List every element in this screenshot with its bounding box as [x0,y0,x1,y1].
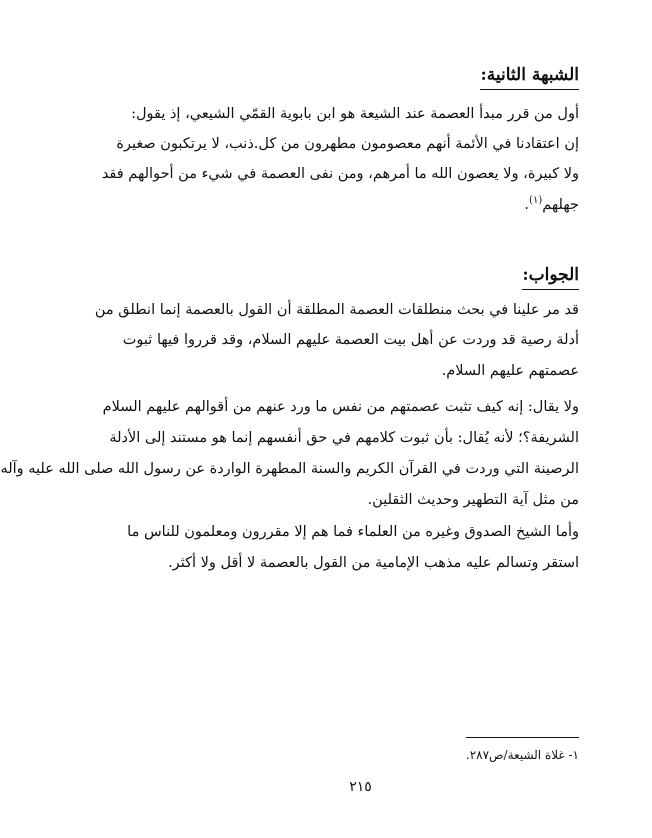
heading-underline [480,89,579,90]
footnote: ١- غلاة الشيعة/ص٢٨٧. [465,748,579,762]
page-number: ٢١٥ [349,779,372,795]
paragraph-line: وأما الشيخ الصدوق وغيره من العلماء فما هم إلا مقررون ومعلمون للناس ما [127,524,579,540]
section-heading-objection [480,64,579,86]
paragraph-line: عصمتهم عليهم السلام. [441,363,579,379]
paragraph-line: الرصينة التي وردت في القرآن الكريم والسنة المطهرة الواردة عن رسول الله صلى الله عليه وآله [0,461,579,477]
section-heading-answer [522,264,579,286]
paragraph-line: استقر وتسالم عليه مذهب الإمامية من القول بالعصمة لا أقل ولا أكثر. [168,555,579,571]
paragraph-line: الشريفة؟؛ لأنه يُقال: بأن ثبوت كلامهم في حق أنفسهم إنما هو مستند إلى الأدلة [109,430,579,446]
line-end: . [524,197,530,213]
footnote-ref[interactable]: (١) [529,195,543,207]
heading-text: الجواب: [522,265,579,285]
footnote-separator [466,737,579,738]
heading-underline [522,289,579,290]
paragraph-line: قد مر علينا في بحث منطلقات العصمة المطلقة أن القول بالعصمة إنما انطلق من [94,302,579,318]
paragraph-line: ولا يقال: إنه كيف تثبت عصمتهم من نفس ما ورد عنهم من أقوالهم عليهم السلام [102,399,579,415]
paragraph-line-last [142,195,579,215]
paragraph-line: إن اعتقادنا في الأئمة أنهم معصومون مطهرون من كل.ذنب، لا يرتكبون صغيرة [116,136,579,152]
paragraph-line: أول من قرر مبدأ العصمة عند الشيعة هو ابن بابوية القمّي الشيعي، إذ يقول: [131,106,579,122]
heading-text: الشبهة الثانية: [480,65,579,85]
paragraph-line: أدلة رصية قد وردت عن أهل بيت العصمة عليهم السلام، وقد قرروا فيها ثبوت [122,332,579,348]
line-text: جهلهم [542,197,579,213]
paragraph-line: من مثل آية التطهير وحديث الثقلين. [367,492,579,508]
paragraph-line: ولا كبيرة، ولا يعصون الله ما أمرهم، ومن نفى العصمة في شيء من أحوالهم فقد [101,166,579,182]
